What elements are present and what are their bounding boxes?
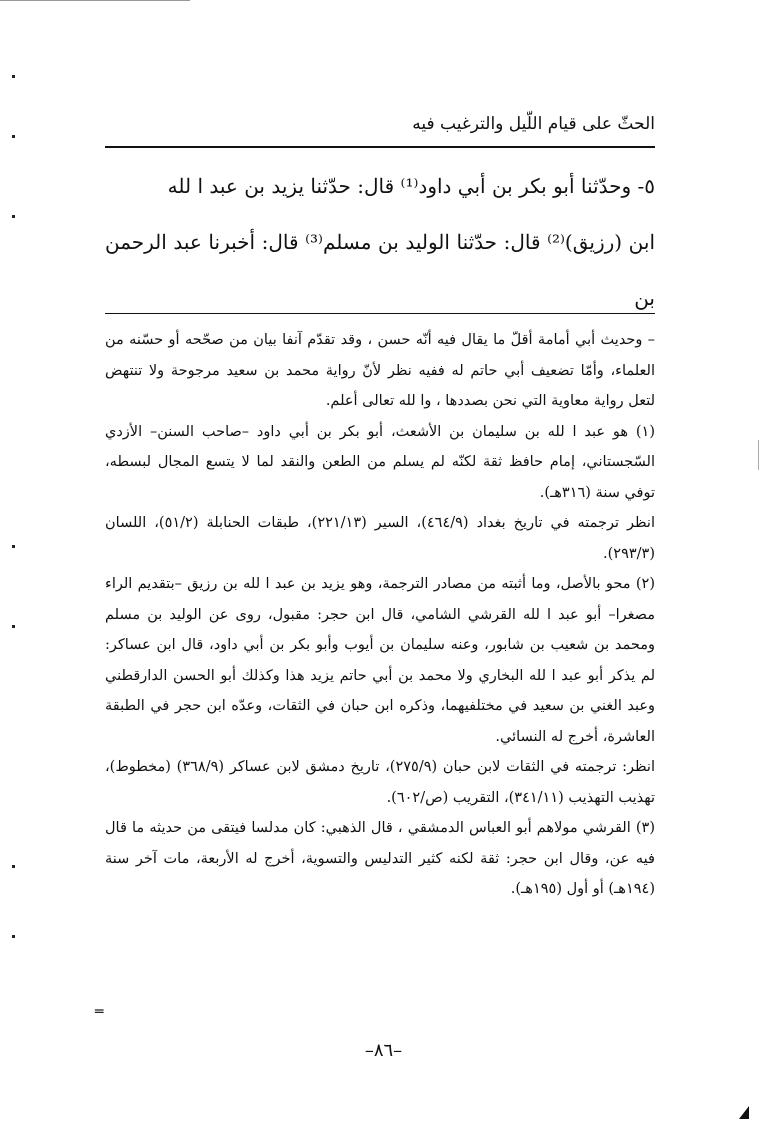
main-line: ابن (رزيق)⁽²⁾ قال: حدّثنا الوليد بن مسلم⁽³⁾ قال: أخبرنا عبد الرحمن بن <box>105 230 655 310</box>
trailing-mark: ═ <box>95 1004 104 1020</box>
footnote-2: (٢) محو بالأصل، وما أثبته من مصادر الترجمة، وهو يزيد بن عبد ا لله بن رزيق –بتقديم الراء مصغرا– أبو عبد ا لله القرشي الشامي، قال ابن حجر: مقبول، روى عن الوليد بن مسلم ومحمد بن شعيب بن شابور، وعنه سليمان بن أيوب وأبو بكر بن أبي داود، قال ابن عساكر: لم يذكر أبو عبد ا لله البخاري ولا محمد بن أبي حاتم يزيد هذا وكذلك أبو الحسن الدارقطني وعبد الغني بن سعيد في مختلفيهما، وذكره ابن حبان في الثقات، وعدّه ابن حجر في الطبقة العاشرة، أخرج له النسائي. <box>105 576 655 745</box>
margin-mark <box>12 135 15 138</box>
page-number: –٨٦– <box>364 1040 403 1061</box>
footnote-rule <box>105 313 655 314</box>
margin-mark <box>12 215 15 218</box>
footnote-1-sources: انظر ترجمته في تاريخ بغداد (٤٦٤/٩)، السير (٢٢١/١٣)، طبقات الحنابلة (٥١/٢)، اللسان (٢٩٣/٣). <box>105 515 655 562</box>
header-rule <box>105 146 655 148</box>
top-rule <box>0 0 190 1</box>
margin-mark <box>12 625 15 628</box>
page-header: الحثّ على قيام اللّيل والترغيب فيه <box>412 114 655 134</box>
margin-mark <box>758 440 759 470</box>
main-text <box>105 158 655 326</box>
footnote-1: (١) هو عبد ا لله بن سليمان بن الأشعث، أبو بكر بن أبي داود –صاحب السنن– الأزدي السّجستاني، إمام حافظ ثقة لكنّه لم يسلم من الطعن والنقد لما لا يتسع المجال لبسطه، توفي سنة (٣١٦هـ). <box>105 423 655 501</box>
footnote-continuation: – وحديث أبي أمامة أقلّ ما يقال فيه أنّه حسن ، وقد تقدّم آنفا بيان من صحّحه أو حسّنه من العلماء، وأمّا تضعيف أبي حاتم له ففيه نظر لأنّ رواية محمد بن سعيد مرجوحة ولا تنتهض لتعل رواية معاوية التي نحن بصددها ، وا لله تعالى أعلم. <box>105 332 655 409</box>
margin-mark <box>12 75 15 78</box>
main-line: ٥- وحدّثنا أبو بكر بن أبي داود⁽¹⁾ قال: حدّثنا يزيد بن عبد ا لله <box>167 174 655 198</box>
footnotes <box>105 325 655 905</box>
footnote-2-sources: انظر: ترجمته في الثقات لابن حبان (٢٧٥/٩)، تاريخ دمشق لابن عساكر (٣٦٨/٩) (مخطوط)، تهذيب التهذيب (٣٤١/١١)، التقريب (ص/٦٠٢). <box>105 759 655 806</box>
footnote-3: (٣) القرشي مولاهم أبو العباس الدمشقي ، قال الذهبي: كان مدلسا فيتقى من حديثه ما قال فيه عن، وقال ابن حجر: ثقة لكنه كثير التدليس والتسوية، أخرج له الأربعة، مات آخر سنة (١٩٤هـ) أو أول (١٩٥هـ). <box>105 820 655 897</box>
corner-triangle-icon <box>739 1106 749 1119</box>
margin-mark <box>12 935 15 938</box>
margin-mark <box>12 545 15 548</box>
margin-mark <box>12 865 15 868</box>
